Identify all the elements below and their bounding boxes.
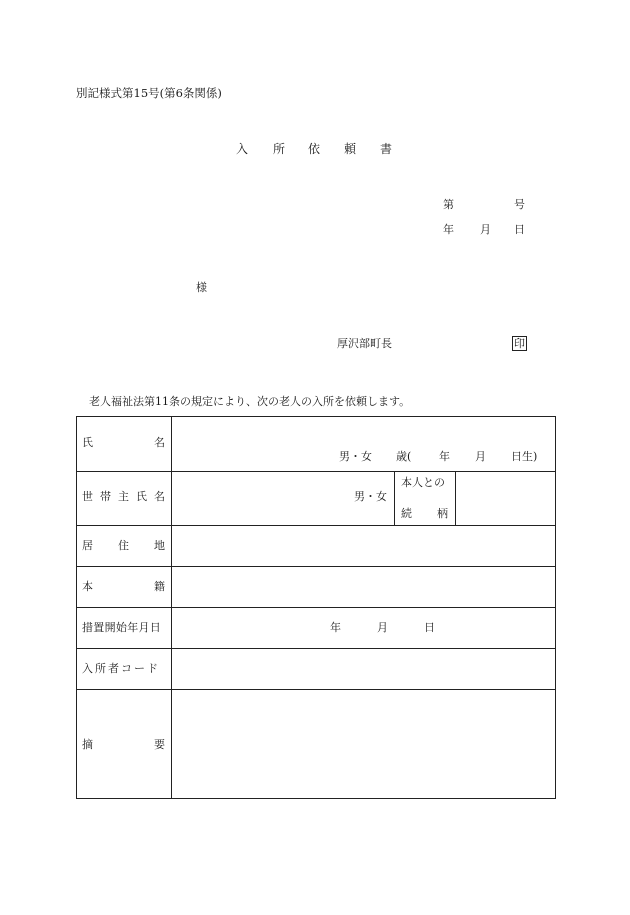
table-border	[76, 416, 77, 799]
relation-label: 本人との	[401, 476, 445, 489]
gender-option: 男・女	[339, 450, 372, 463]
resident-code-field[interactable]	[172, 649, 555, 689]
age-label: 歳(	[396, 450, 412, 463]
domicile-field[interactable]	[172, 567, 555, 607]
table-border	[555, 416, 556, 799]
table-border	[76, 798, 556, 799]
intro-text: 老人福祉法第11条の規定により、次の老人の入所を依頼します。	[89, 395, 411, 408]
form-table: 氏 名 男・女 歳( 年 月 日生) 世 帯 主 氏 名 男・女 本人との 続 柄 居 住 地 本 籍 措置開始年月日 年 月 日 入所者コード 摘 要	[76, 416, 556, 799]
sender-name: 厚沢部町長	[337, 337, 392, 350]
addressee-sama: 様	[196, 281, 207, 294]
gender-option: 男・女	[354, 490, 387, 503]
relation-field[interactable]	[456, 472, 555, 525]
seal-box: 印	[514, 337, 525, 350]
form-number: 別記様式第15号(第6条関係)	[76, 86, 222, 100]
address-field[interactable]	[172, 526, 555, 566]
summary-field[interactable]	[172, 690, 555, 798]
relation-divider	[394, 471, 395, 526]
start-date-field[interactable]	[172, 608, 555, 648]
